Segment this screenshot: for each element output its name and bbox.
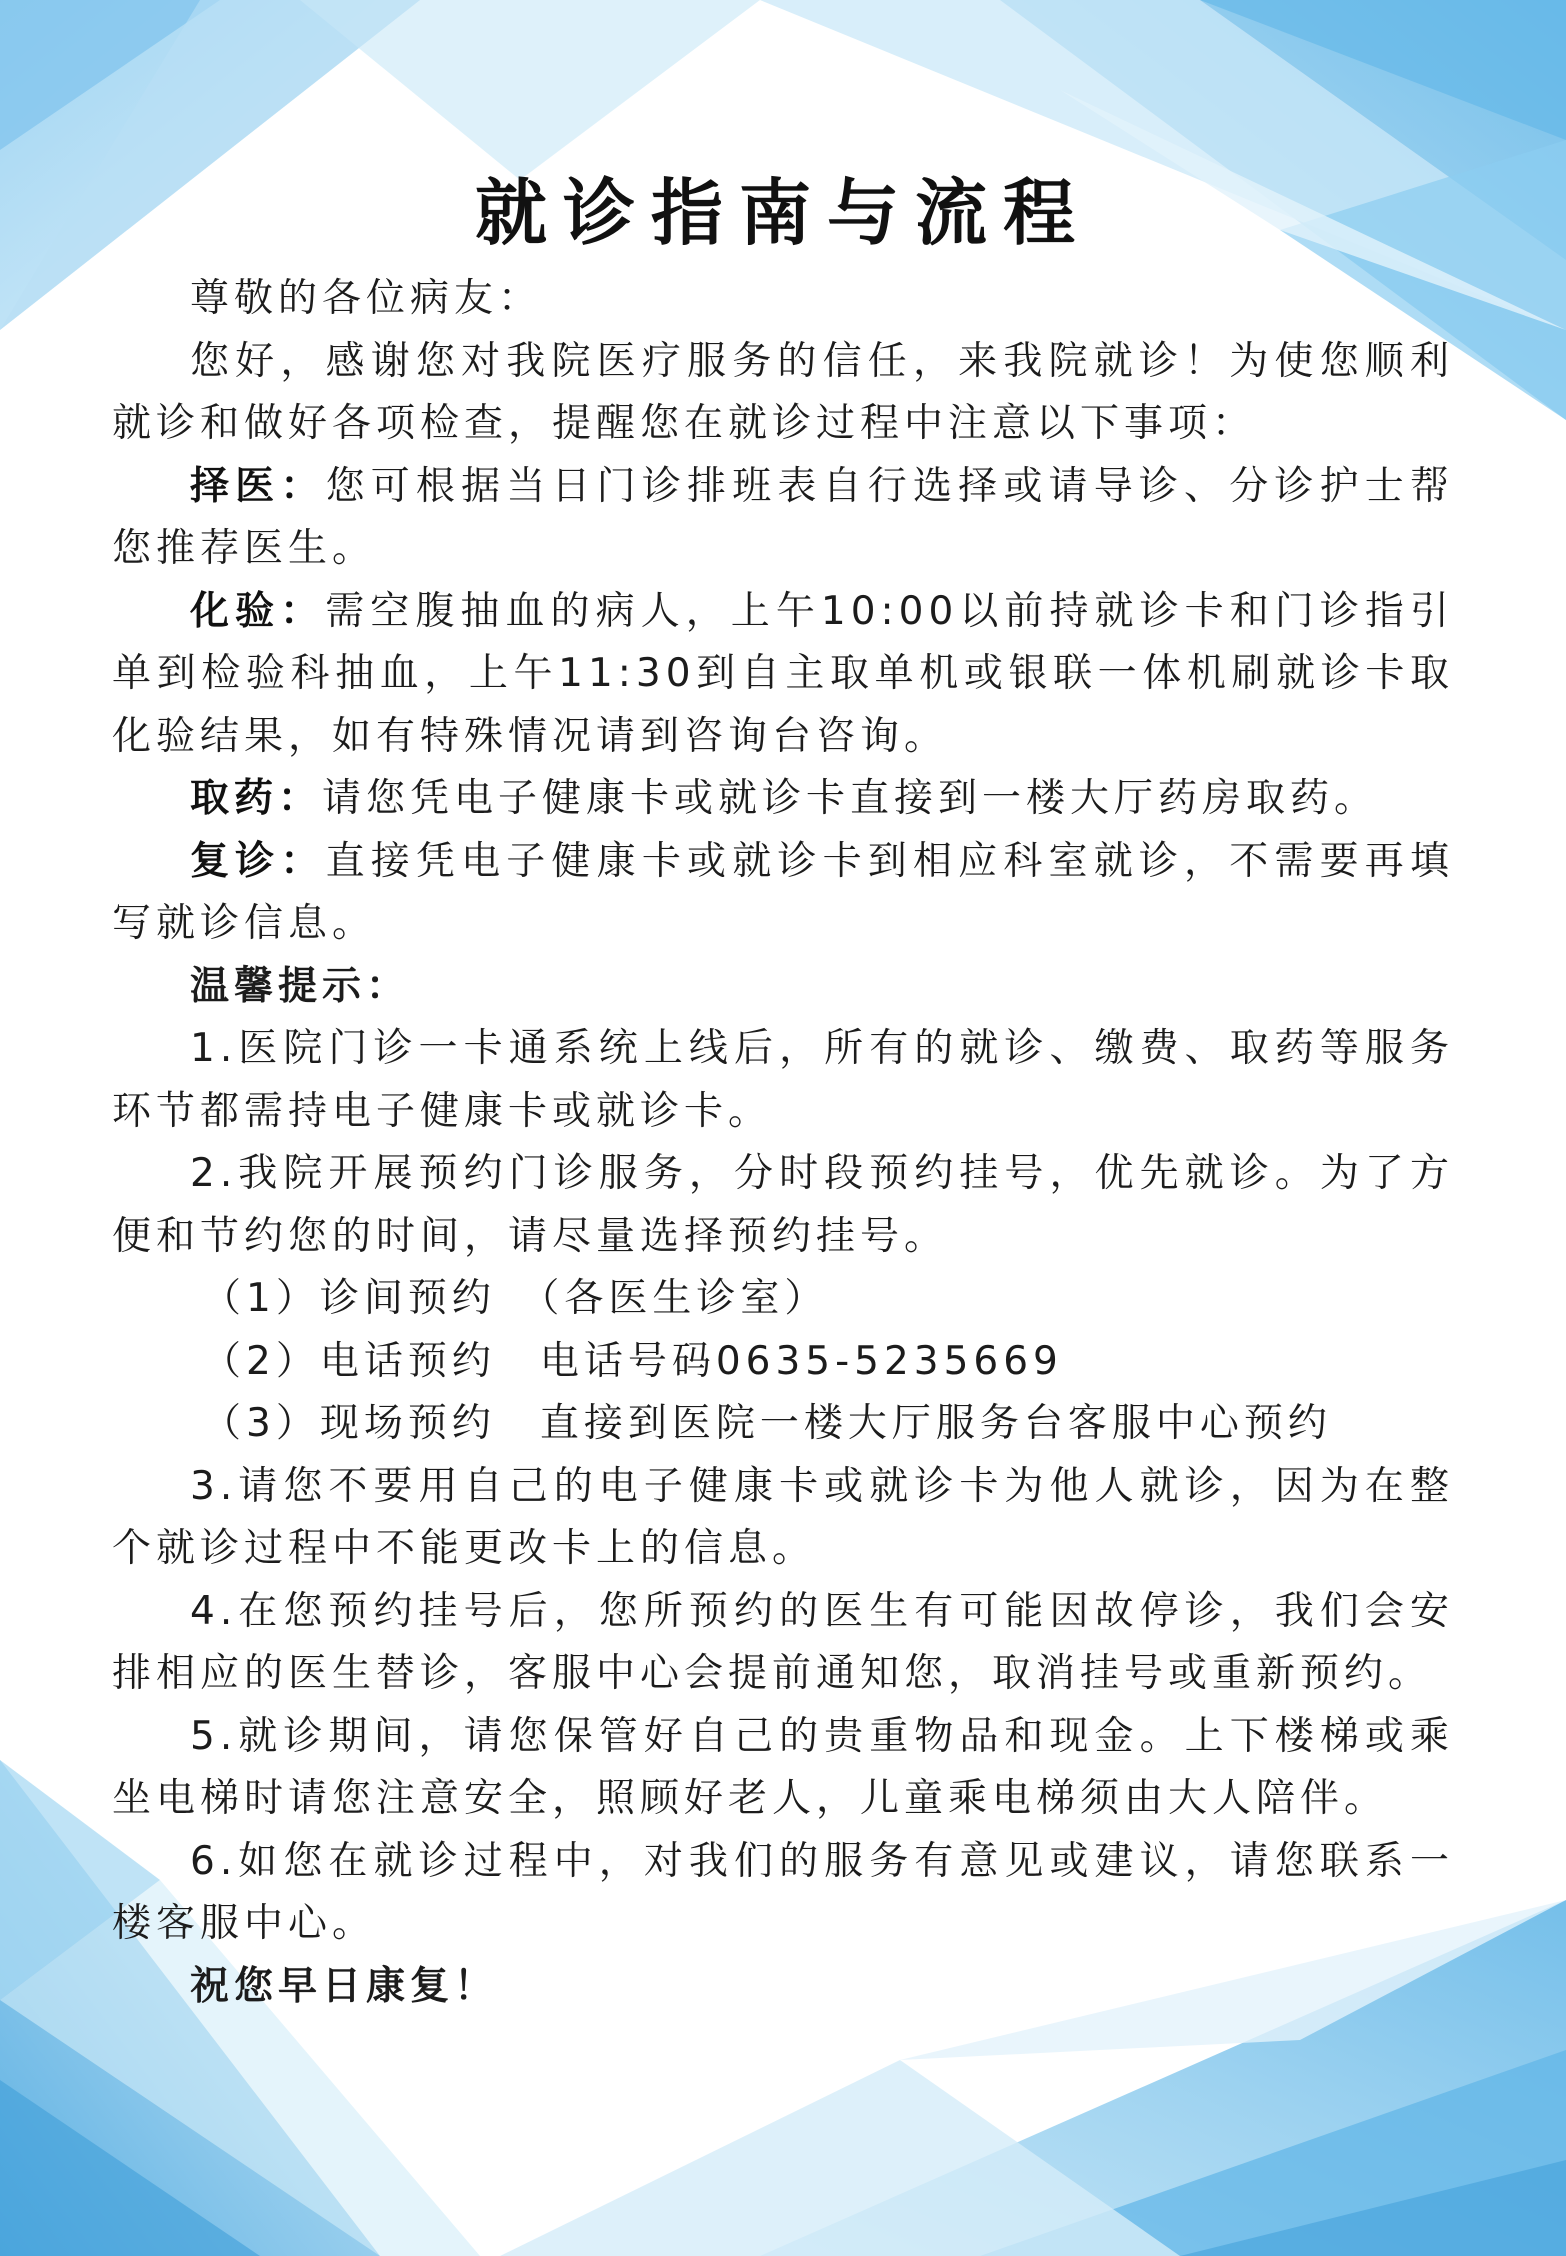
section-text: 需空腹抽血的病人，上午10:00以前持就诊卡和门诊指引单到检验科抽血，上午11:30到自主取单机或银联一体机刷就诊卡取化验结果，如有特殊情况请到咨询台咨询。 bbox=[112, 588, 1454, 759]
tip-item: 1.医院门诊一卡通系统上线后，所有的就诊、缴费、取药等服务环节都需持电子健康卡或就诊卡。 bbox=[112, 1026, 1454, 1134]
appointment-option: （3）现场预约 直接到医院一楼大厅服务台客服中心预约 bbox=[202, 1401, 1332, 1446]
section-label: 取药： bbox=[190, 776, 323, 821]
section-doctor-choice bbox=[112, 456, 1454, 581]
guide-body bbox=[112, 268, 1454, 2018]
page-title: 就诊指南与流程 bbox=[474, 171, 1091, 255]
section-text: 直接凭电子健康卡或就诊卡到相应科室就诊，不需要再填写就诊信息。 bbox=[112, 838, 1454, 946]
tip-item: 5.就诊期间，请您保管好自己的贵重物品和现金。上下楼梯或乘坐电梯时请您注意安全，照顾好老人，儿童乘电梯须由大人陪伴。 bbox=[112, 1713, 1454, 1821]
tip-item: 2.我院开展预约门诊服务，分时段预约挂号，优先就诊。为了方便和节约您的时间，请尽量选择预约挂号。 bbox=[112, 1151, 1454, 1259]
section-follow-up bbox=[112, 831, 1454, 956]
section-lab-test bbox=[112, 581, 1454, 769]
section-medicine-pickup bbox=[112, 768, 1454, 831]
intro-paragraph: 您好，感谢您对我院医疗服务的信任，来我院就诊！为使您顺利就诊和做好各项检查，提醒您在就诊过程中注意以下事项： bbox=[112, 338, 1454, 446]
section-label: 化验： bbox=[190, 588, 326, 634]
appointment-option: （2）电话预约 电话号码0635-5235669 bbox=[202, 1338, 1063, 1384]
closing-line: 祝您早日康复！ bbox=[190, 1963, 499, 2009]
tips-heading: 温馨提示： bbox=[190, 963, 411, 1009]
greeting-line: 尊敬的各位病友： bbox=[190, 276, 543, 321]
tip-item: 6.如您在就诊过程中，对我们的服务有意见或建议，请您联系一楼客服中心。 bbox=[112, 1838, 1454, 1946]
section-text: 您可根据当日门诊排班表自行选择或请导诊、分诊护士帮您推荐医生。 bbox=[112, 463, 1454, 571]
section-label: 复诊： bbox=[190, 838, 326, 884]
appointment-option: （1）诊间预约 （各医生诊室） bbox=[202, 1276, 829, 1321]
tip-item: 3.请您不要用自己的电子健康卡或就诊卡为他人就诊，因为在整个就诊过程中不能更改卡上的信息。 bbox=[112, 1463, 1454, 1571]
section-text: 请您凭电子健康卡或就诊卡直接到一楼大厅药房取药。 bbox=[322, 776, 1379, 821]
section-label: 择医： bbox=[190, 463, 326, 509]
tip-item: 4.在您预约挂号后，您所预约的医生有可能因故停诊，我们会安排相应的医生替诊，客服中心会提前通知您，取消挂号或重新预约。 bbox=[112, 1588, 1454, 1696]
